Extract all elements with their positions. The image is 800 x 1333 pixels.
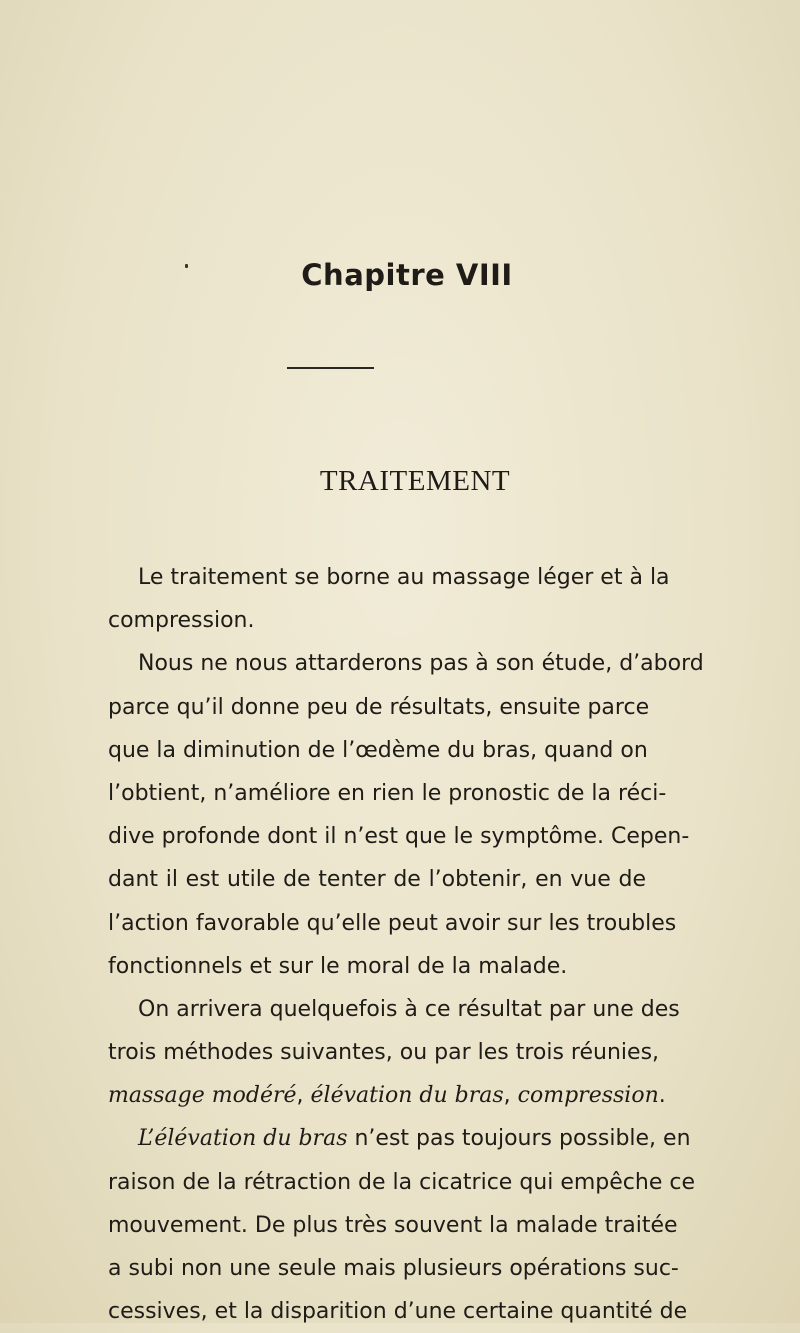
- text-line: raison de la rétraction de la cicatrice qui empêche ce: [108, 1169, 696, 1195]
- text-line: trois méthodes suivantes, ou par les trois réunies,: [108, 1040, 660, 1066]
- italic-methods-line: [108, 1074, 666, 1117]
- text-line: l’action favorable qu’elle peut avoir sur les troubles: [108, 910, 677, 936]
- method-compression: compression: [517, 1083, 659, 1109]
- text-line: [108, 1117, 691, 1160]
- separator: ,: [503, 1083, 518, 1109]
- text-line: Le traitement se borne au massage léger et à la: [138, 565, 670, 590]
- text-line: dant il est utile de tenter de l’obtenir, en vue de: [108, 867, 646, 893]
- text-line: parce qu’il donne peu de résultats, ensuite parce: [108, 694, 650, 720]
- text-line: l’obtient, n’améliore en rien le pronostic de la réci-: [108, 780, 667, 806]
- text-line: dive profonde dont il n’est que le symptôme. Cepen-: [108, 824, 690, 850]
- chapter-title: Chapitre VIII: [301, 258, 513, 292]
- line-rest: n’est pas toujours possible, en: [347, 1126, 691, 1152]
- text-line: Nous ne nous attarderons pas à son étude, d’abord: [138, 651, 704, 677]
- text-line: fonctionnels et sur le moral de la malade.: [108, 953, 568, 979]
- section-title: TRAITEMENT: [319, 465, 511, 497]
- text-line: que la diminution de l’œdème du bras, quand on: [108, 737, 648, 763]
- text-line: compression.: [108, 608, 255, 634]
- text-line: mouvement. De plus très souvent la malade traitée: [108, 1212, 678, 1238]
- text-line: a subi non une seule mais plusieurs opérations suc-: [108, 1256, 679, 1281]
- period: .: [658, 1083, 666, 1109]
- italic-phrase: L’élévation du bras: [138, 1126, 348, 1152]
- body-text: [108, 556, 704, 1333]
- text-line: On arrivera quelquefois à ce résultat par une des: [138, 996, 680, 1022]
- method-massage: massage modéré: [108, 1083, 297, 1109]
- divider-rule: [287, 367, 374, 369]
- text-line: cessives, et la disparition d’une certaine quantité de: [108, 1299, 688, 1325]
- method-elevation: élévation du bras: [310, 1083, 504, 1109]
- separator: ,: [296, 1083, 311, 1109]
